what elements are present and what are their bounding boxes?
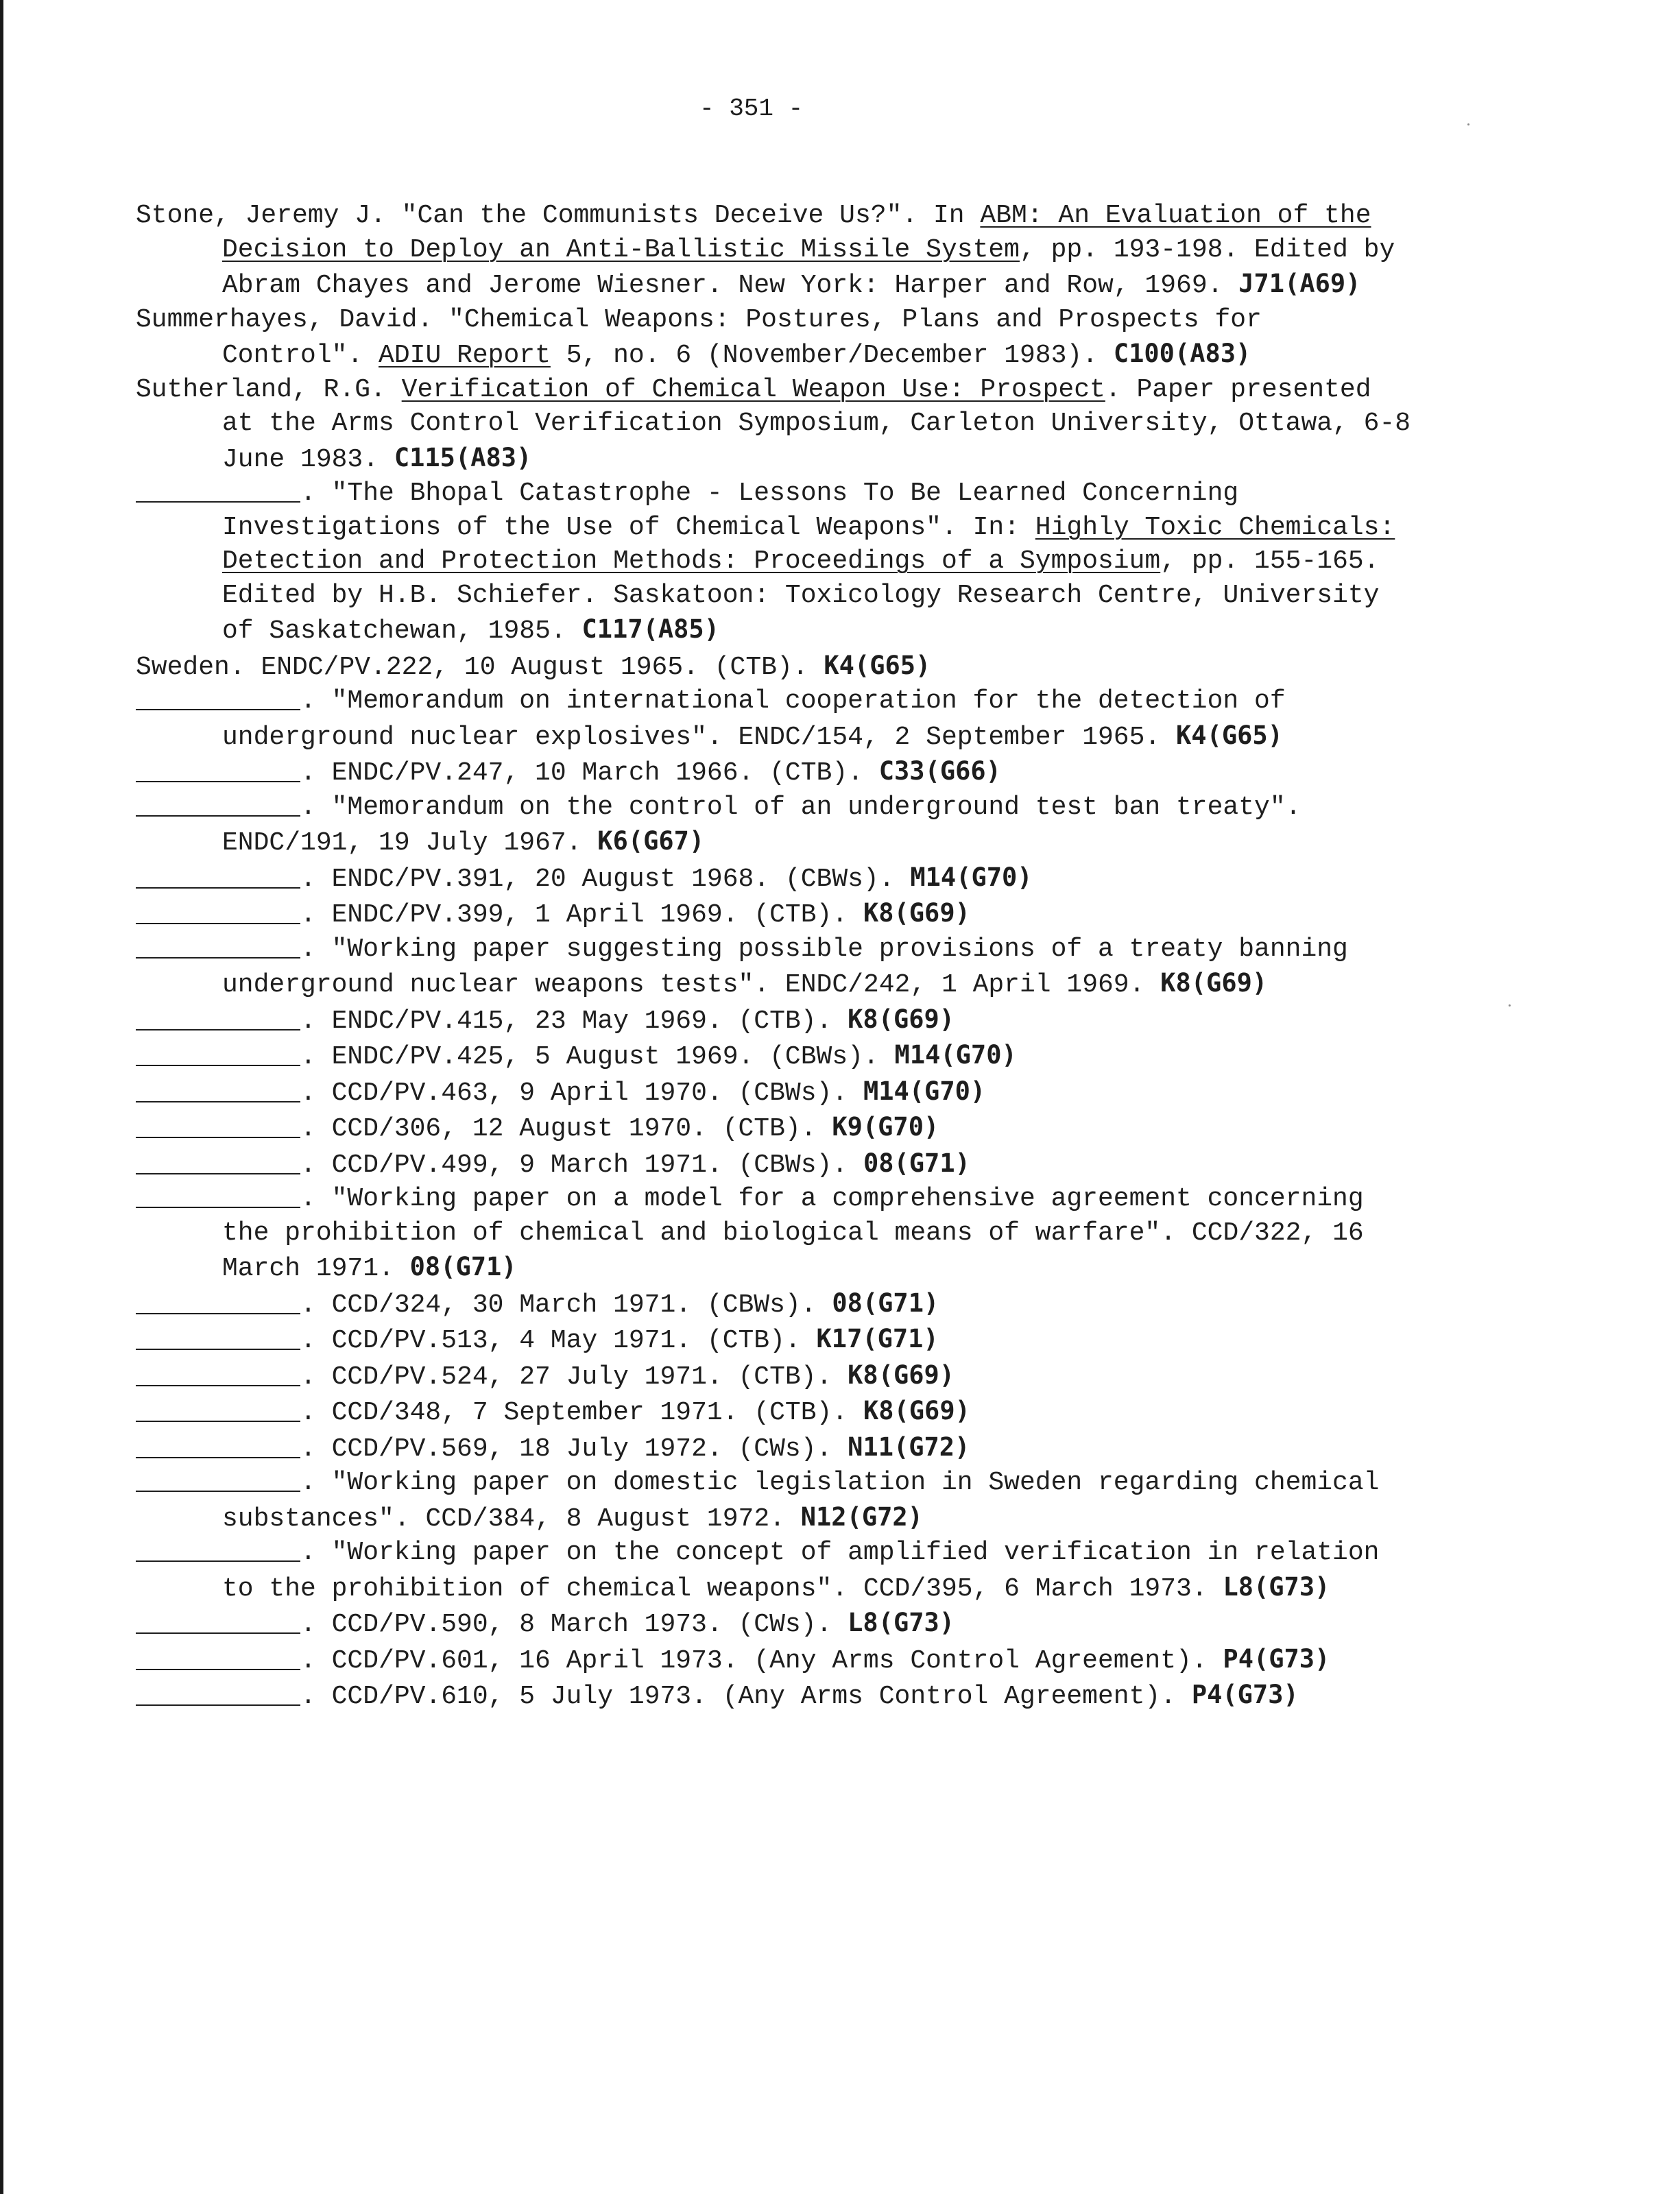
entry-text: , pp. 193-198. Edited by Abram Chayes and Jerome Wiesner. New York: Harper and Row, 1969.: [222, 234, 1395, 300]
entry-text: . Paper presented at the Arms Control Verification Symposium, Carleton University, Ottawa, 6-8 June 1983.: [222, 374, 1411, 474]
entry-text: . CCD/PV.524, 27 July 1971. (CTB).: [300, 1362, 848, 1392]
ditto-rule: [136, 1421, 300, 1422]
entry-code: C117(A85): [581, 614, 719, 644]
ditto-rule: [136, 887, 300, 889]
ditto-rule: [136, 923, 300, 924]
entry-text: . "Working paper on the concept of amplified verification in relation to the prohibition of chemical weapons". CCD/395, 6 March 1973.: [222, 1538, 1380, 1604]
entry-text: , pp. 155-165. Edited by H.B. Schiefer. Saskatoon: Toxicology Research Centre, University of Saskatchewan, 1985.: [222, 546, 1380, 646]
bibliography-entry: [136, 1642, 1411, 1678]
bibliography-entry: [136, 373, 1411, 477]
ditto-rule: [136, 1207, 300, 1208]
page-number: - 351 -: [699, 95, 804, 123]
entry-text: . "Working paper on domestic legislation in Sweden regarding chemical substances". CCD/384, 8 August 1972.: [222, 1468, 1380, 1534]
ditto-rule: [136, 1457, 300, 1458]
bibliography-list: [136, 199, 1411, 1714]
entry-text: "Can the Communists Deceive Us?". In: [385, 201, 981, 230]
entry-text: . ENDC/PV.391, 20 August 1968. (CBWs).: [300, 864, 911, 894]
entry-text: . CCD/PV.610, 5 July 1973. (Any Arms Control Agreement).: [300, 1682, 1192, 1711]
entry-code: K8(G69): [848, 1004, 955, 1034]
entry-text: . CCD/306, 12 August 1970. (CTB).: [300, 1114, 832, 1144]
entry-text: 5, no. 6 (November/December 1983).: [550, 341, 1114, 370]
entry-text: . "Memorandum on the control of an underground test ban treaty". ENDC/191, 19 July 1967.: [222, 792, 1301, 858]
ditto-rule: [136, 1029, 300, 1030]
bibliography-entry: [136, 1430, 1411, 1467]
entry-text: . CCD/324, 30 March 1971. (CBWs).: [300, 1290, 832, 1320]
entry-author: Summerhayes, David.: [136, 304, 433, 335]
entry-code: P4(G73): [1223, 1643, 1330, 1674]
ditto-rule: [136, 1632, 300, 1634]
scan-speck: [1509, 1004, 1511, 1006]
entry-code: K6(G67): [597, 826, 705, 856]
entry-code: M14(G70): [894, 1040, 1017, 1070]
entry-text: . "Memorandum on international cooperation for the detection of underground nuclear explosives". ENDC/154, 2 September 1965.: [222, 686, 1286, 752]
bibliography-entry: [136, 1678, 1411, 1714]
bibliography-entry: [136, 1394, 1411, 1430]
entry-text: "Chemical Weapons: Postures, Plans and Prospects for Control".: [222, 304, 1262, 370]
ditto-rule: [136, 815, 300, 817]
bibliography-entry: [136, 1146, 1411, 1183]
entry-title: Verification of Chemical Weapon Use: Prospect: [401, 374, 1105, 405]
ditto-rule: [136, 1101, 300, 1102]
ditto-rule: [136, 957, 300, 959]
ditto-rule: [136, 1560, 300, 1562]
ditto-rule: [136, 501, 300, 503]
entry-code: K8(G69): [863, 898, 970, 928]
entry-text: . CCD/348, 7 September 1971. (CTB).: [300, 1398, 863, 1427]
ditto-rule: [136, 1065, 300, 1066]
ditto-rule: [136, 1385, 300, 1386]
ditto-rule: [136, 781, 300, 782]
bibliography-entry: [136, 754, 1411, 791]
entry-code: L8(G73): [848, 1608, 955, 1637]
entry-text: . CCD/PV.463, 9 April 1970. (CBWs).: [300, 1078, 863, 1108]
ditto-rule: [136, 1173, 300, 1174]
ditto-rule: [136, 709, 300, 710]
entry-text: . ENDC/PV.415, 23 May 1969. (CTB).: [300, 1006, 848, 1036]
entry-code: C115(A83): [394, 442, 532, 472]
entry-text: . CCD/PV.499, 9 March 1971. (CBWs).: [300, 1150, 863, 1180]
bibliography-entry: [136, 1110, 1411, 1146]
entry-text: ENDC/PV.222, 10 August 1965. (CTB).: [245, 652, 824, 682]
bibliography-entry: [136, 1322, 1411, 1358]
entry-code: J71(A69): [1238, 269, 1361, 298]
bibliography-entry: [136, 1606, 1411, 1642]
entry-text: [386, 375, 402, 405]
bibliography-entry: [136, 1286, 1411, 1323]
bibliography-entry: [136, 1038, 1411, 1074]
entry-code: K9(G70): [832, 1112, 939, 1142]
bibliography-entry: [136, 1002, 1411, 1039]
entry-text: . "The Bhopal Catastrophe - Lessons To Be Learned Concerning Investigations of the Use of Chemical Weapons". In:: [222, 479, 1239, 542]
entry-text: . CCD/PV.513, 4 May 1971. (CTB).: [300, 1326, 817, 1355]
bibliography-entry: [136, 649, 1411, 685]
bibliography-entry: [136, 896, 1411, 932]
entry-code: P4(G73): [1191, 1680, 1299, 1709]
bibliography-entry: [136, 477, 1411, 649]
ditto-rule: [136, 1137, 300, 1138]
entry-code: K17(G71): [816, 1324, 939, 1353]
entry-code: N11(G72): [848, 1432, 970, 1462]
entry-text: . ENDC/PV.425, 5 August 1969. (CBWs).: [300, 1042, 895, 1072]
entry-code: K4(G65): [1176, 720, 1283, 750]
entry-text: . CCD/PV.590, 8 March 1973. (CWs).: [300, 1610, 848, 1639]
entry-text: . ENDC/PV.247, 10 March 1966. (CTB).: [300, 758, 879, 788]
ditto-rule: [136, 1704, 300, 1706]
entry-code: 08(G71): [409, 1252, 517, 1281]
bibliography-entry: [136, 860, 1411, 897]
entry-author: Sutherland, R.G.: [136, 374, 386, 405]
entry-code: K8(G69): [1160, 968, 1268, 998]
bibliography-entry: [136, 791, 1411, 860]
scan-speck: [1467, 123, 1469, 125]
entry-title: ADIU Report: [379, 341, 551, 370]
entry-text: . CCD/PV.569, 18 July 1972. (CWs).: [300, 1434, 848, 1464]
bibliography-entry: [136, 1536, 1411, 1606]
ditto-rule: [136, 1313, 300, 1314]
entry-title: Highly Toxic Chemicals: Detection and Protection Methods: Proceedings of a Symposium: [222, 512, 1395, 576]
entry-code: K8(G69): [863, 1396, 970, 1425]
entry-text: . "Working paper suggesting possible provisions of a treaty banning underground nuclear weapons tests". ENDC/242, 1 April 1969.: [222, 934, 1348, 1000]
bibliography-entry: [136, 1074, 1411, 1111]
entry-code: L8(G73): [1223, 1571, 1330, 1602]
entry-title: ABM: An Evaluation of the Decision to Deploy an Anti-Ballistic Missile System: [222, 201, 1371, 265]
bibliography-entry: [136, 1466, 1411, 1536]
bibliography-entry: [136, 303, 1411, 373]
bibliography-entry: [136, 932, 1411, 1002]
entry-code: 08(G71): [832, 1288, 939, 1318]
entry-author: Stone, Jeremy J.: [136, 201, 386, 230]
entry-code: K4(G65): [824, 650, 931, 680]
entry-code: M14(G70): [863, 1076, 986, 1106]
entry-code: 08(G71): [863, 1148, 970, 1178]
entry-author: Sweden.: [136, 652, 245, 682]
bibliography-entry: [136, 1182, 1411, 1286]
page-edge: [0, 0, 3, 2194]
entry-code: C33(G66): [878, 756, 1001, 786]
ditto-rule: [136, 1349, 300, 1350]
ditto-rule: [136, 1491, 300, 1492]
bibliography-entry: [136, 684, 1411, 754]
bibliography-entry: [136, 1358, 1411, 1395]
entry-code: M14(G70): [910, 862, 1033, 892]
entry-code: C100(A83): [1113, 339, 1251, 368]
entry-code: N12(G72): [800, 1502, 923, 1532]
entry-code: K8(G69): [848, 1360, 955, 1390]
entry-text: . ENDC/PV.399, 1 April 1969. (CTB).: [300, 900, 863, 930]
bibliography-entry: [136, 199, 1411, 303]
entry-text: . CCD/PV.601, 16 April 1973. (Any Arms Control Agreement).: [300, 1646, 1223, 1676]
entry-text: . "Working paper on a model for a comprehensive agreement concerning the prohibition of chemical and biological means of warfare". CCD/322, 16 March 1971.: [222, 1184, 1364, 1283]
ditto-rule: [136, 1669, 300, 1670]
